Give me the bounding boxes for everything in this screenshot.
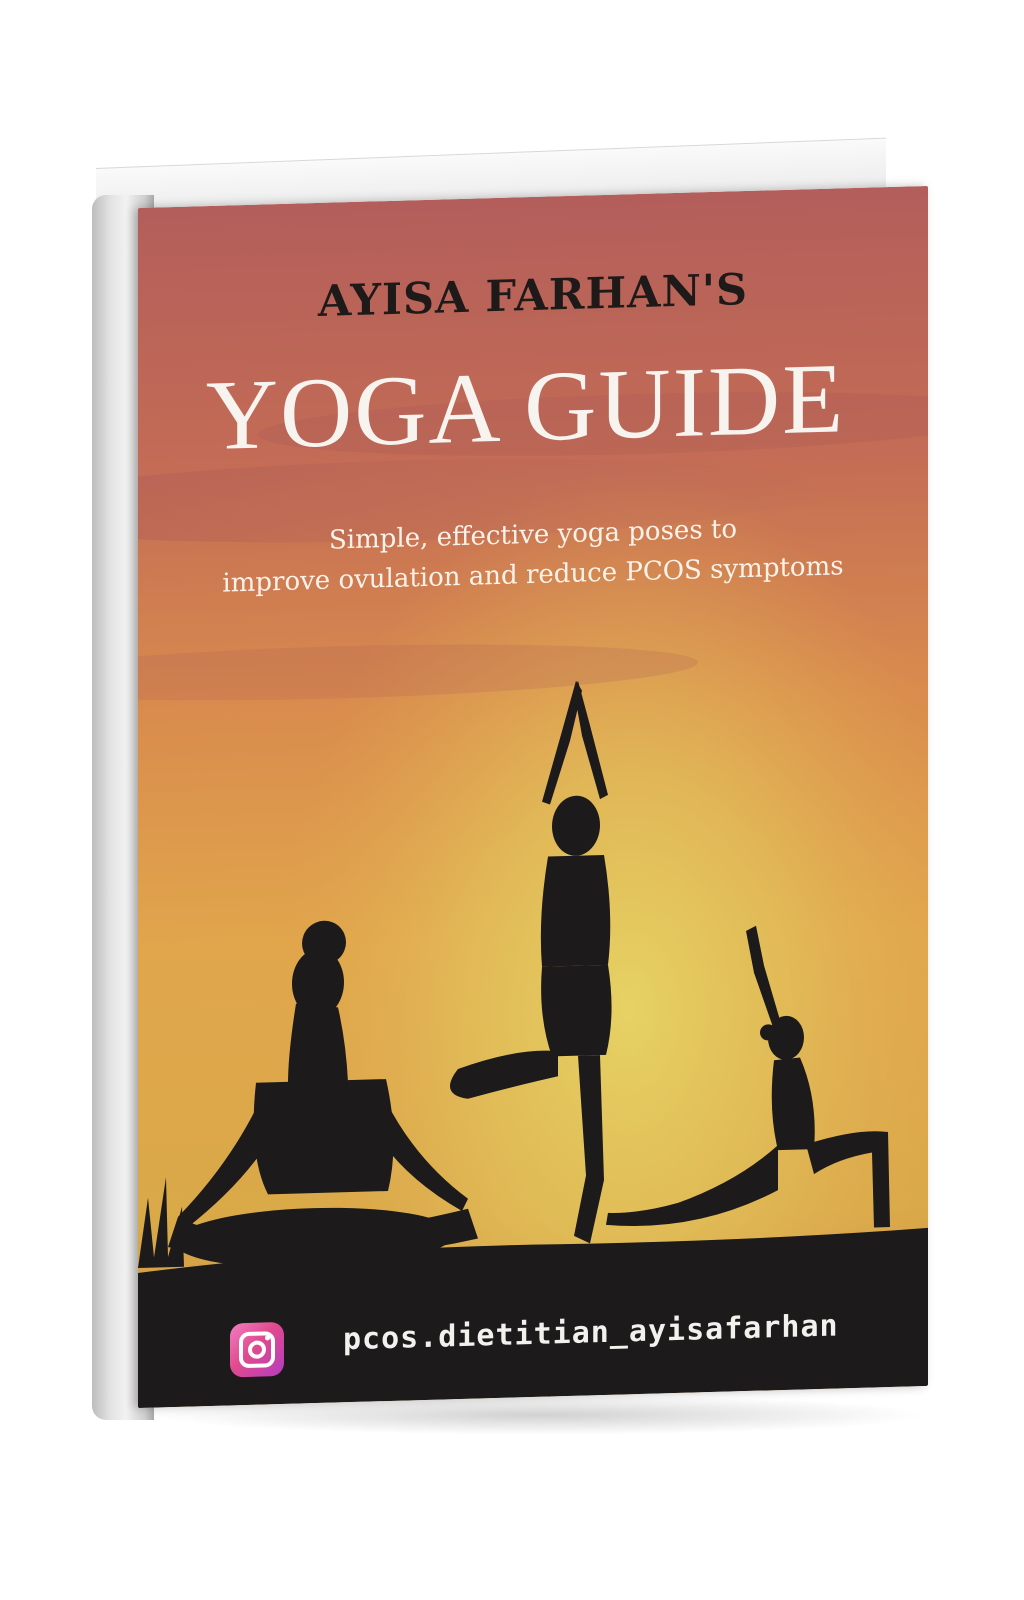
book-title: YOGA GUIDE (205, 342, 846, 472)
book-cover (138, 186, 928, 1408)
author-name: AYISA FARHAN'S (317, 264, 749, 327)
subtitle-line-2: improve ovulation and reduce PCOS symptoms (222, 551, 844, 599)
social-handle: pcos.dietitian_ayisafarhan (343, 1308, 839, 1358)
subtitle-line-1: Simple, effective yoga poses to (328, 514, 738, 556)
instagram-icon (230, 1322, 284, 1378)
